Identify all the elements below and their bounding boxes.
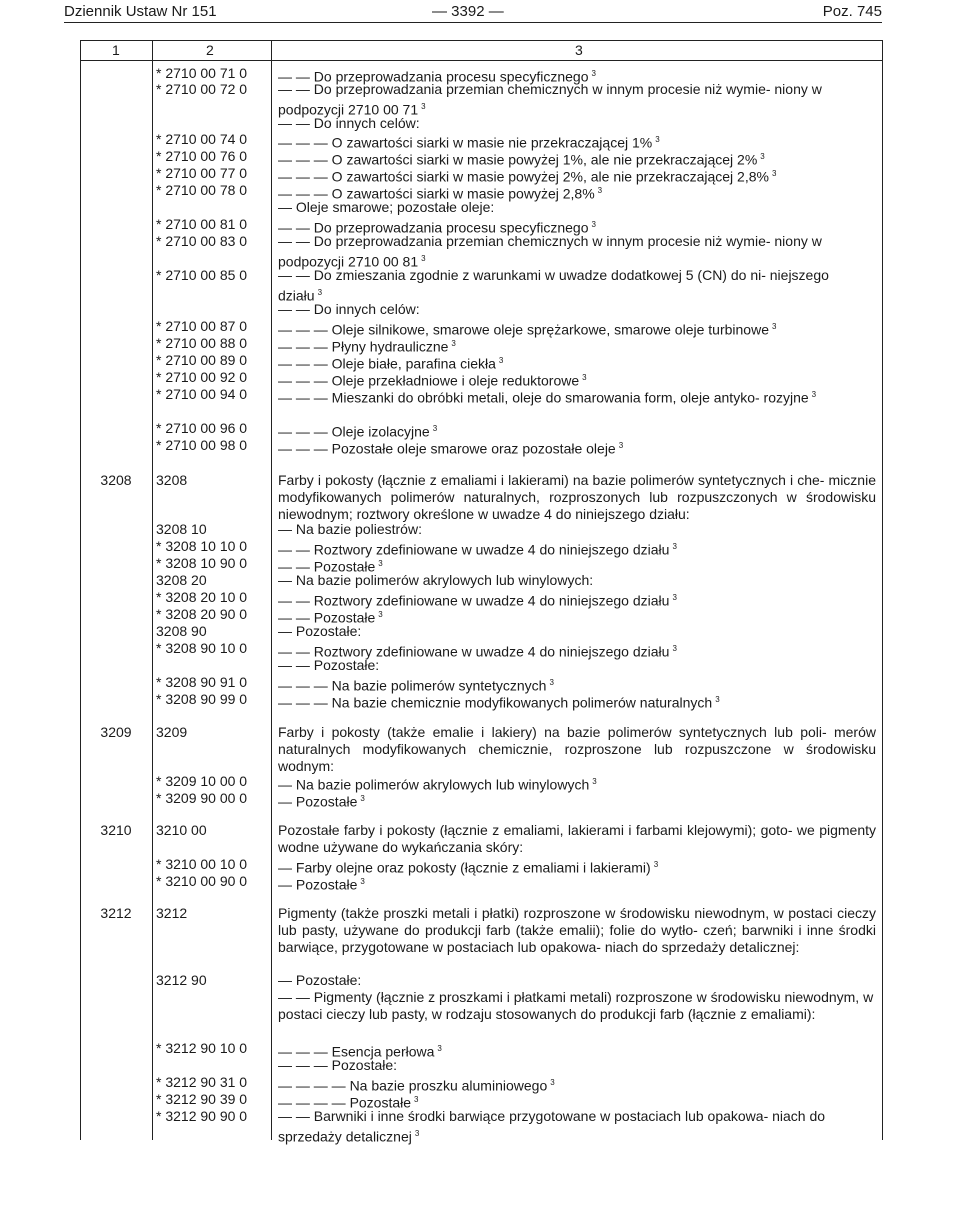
cn-code: * 3212 90 10 0 [156, 1040, 248, 1056]
cn-code: 3212 90 [156, 972, 207, 988]
cn-code: * 2710 00 78 0 [156, 182, 248, 198]
description [278, 199, 876, 216]
footnote-marker: 3 [432, 424, 438, 433]
description [278, 1108, 876, 1146]
footnote-marker: 3 [414, 1129, 420, 1138]
description-text: Do zmieszania zgodnie z warunkami w uwadze dodatkowej 5 (CN) do ni- niejszego działu [278, 267, 829, 304]
footnote-marker: 3 [771, 169, 777, 178]
footnote-marker: 3 [378, 559, 383, 568]
description [278, 989, 876, 1023]
indent-dashes: — — [278, 989, 314, 1005]
description-text: Pozostałe: [313, 657, 380, 673]
description-text: Esencja perłowa [331, 1043, 435, 1060]
description [278, 905, 876, 956]
cn-code: * 3208 90 99 0 [156, 691, 248, 707]
description-text: Pozostałe: [331, 1057, 398, 1073]
description [278, 623, 876, 640]
indent-dashes: — — — [278, 423, 332, 440]
col-border-right [882, 40, 883, 1140]
footnote-marker: 3 [498, 356, 504, 365]
heading-code: 3212 [100, 905, 132, 921]
description [278, 724, 876, 775]
cn-code: * 3209 90 00 0 [156, 790, 248, 806]
description [278, 1057, 876, 1074]
description [278, 972, 876, 989]
footnote-marker: 3 [811, 390, 817, 399]
col-header-3: 3 [575, 42, 583, 58]
indent-dashes: — — — [278, 1043, 332, 1060]
description-text: O zawartości siarki w masie powyżej 2%, ale nie przekraczającej 2,8% [331, 168, 769, 185]
footnote-marker: 3 [421, 102, 426, 111]
footnote-marker: 3 [591, 220, 596, 229]
description-text: Pozostałe: [295, 623, 362, 639]
description-text: Roztwory zdefiniowane w uwadze 4 do niniejszego działu [313, 592, 670, 609]
indent-dashes: — — — — [278, 1094, 350, 1111]
description-text: Oleje białe, parafina ciekła [331, 355, 496, 372]
indent-dashes: — [278, 776, 296, 793]
description-text: Roztwory zdefiniowane w uwadze 4 do niniejszego działu [313, 541, 670, 558]
cn-code: * 3212 90 31 0 [156, 1074, 248, 1090]
header-rule [64, 22, 882, 23]
indent-dashes: — — — [278, 338, 332, 355]
indent-dashes: — [278, 876, 296, 893]
indent-dashes: — — — [278, 372, 332, 389]
description-text: Mieszanki do obróbki metali, oleje do smarowania form, oleje antyko- rozyjne [331, 389, 809, 406]
description-text: Oleje przekładniowe i oleje reduktorowe [331, 372, 580, 389]
indent-dashes: — — [278, 609, 314, 626]
cn-code: * 3208 10 10 0 [156, 538, 248, 554]
cn-code: * 2710 00 98 0 [156, 437, 248, 453]
indent-dashes: — — [278, 219, 314, 236]
footnote-marker: 3 [771, 322, 777, 331]
footnote-marker: 3 [451, 339, 456, 348]
cn-code: * 2710 00 72 0 [156, 81, 248, 97]
description-text: Na bazie poliestrów: [295, 521, 422, 537]
indent-dashes: — — [278, 233, 314, 249]
description-text: Farby i pokosty (także emalie i lakiery) na bazie polimerów syntetycznych lub poli- merów naturalnych modyfikowanych chemicznie, rozproszone lub rozpuszczone w środowisku wodnym: [278, 724, 876, 774]
cn-code: * 3209 10 00 0 [156, 773, 248, 789]
heading-code: 3209 [100, 724, 132, 740]
cn-code: * 3212 90 39 0 [156, 1091, 248, 1107]
description [278, 233, 876, 271]
indent-dashes: — — — [278, 677, 332, 694]
indent-dashes: — — — [278, 1057, 332, 1073]
description-text: Pozostałe [295, 793, 358, 810]
col-header-1: 1 [112, 42, 120, 58]
cn-code: * 3208 90 10 0 [156, 640, 248, 656]
description-text: Płyny hydrauliczne [331, 338, 449, 355]
description-text: Pozostałe farby i pokosty (łącznie z emaliami, lakierami i farbami klejowymi); goto- we pigmenty wodne używane do wykańczania skóry: [278, 822, 876, 855]
indent-dashes: — — — [278, 694, 332, 711]
description [278, 657, 876, 674]
indent-dashes: — — [278, 81, 314, 97]
description-text: Farby i pokosty (łącznie z emaliami i lakierami) na bazie polimerów syntetycznych i che- micznie modyfikowanych polimerów naturalnych, rozproszonych lub rozpuszczonych w środowisku niewodnym; roztwory określone w uwadze 4 do niniejszego działu: [278, 472, 876, 522]
footnote-marker: 3 [715, 695, 720, 704]
header-bottom-rule [80, 60, 882, 61]
cn-code: * 3208 90 91 0 [156, 674, 248, 690]
description-text: Barwniki i inne środki barwiące przygotowane w postaciach lub opakowa- niach do sprzedaży detalicznej [278, 1108, 826, 1145]
cn-code: * 2710 00 89 0 [156, 352, 248, 368]
description-text: O zawartości siarki w masie powyżej 1%, ale nie przekraczającej 2% [331, 151, 758, 168]
description [278, 81, 876, 119]
indent-dashes: — — — [278, 134, 332, 151]
indent-dashes: — — — [278, 168, 332, 185]
description [278, 301, 876, 318]
indent-dashes: — — — [278, 389, 332, 406]
footnote-marker: 3 [437, 1044, 442, 1053]
description-text: Oleje smarowe; pozostałe oleje: [295, 199, 495, 215]
footnote-marker: 3 [582, 373, 587, 382]
journal-title: Dziennik Ustaw Nr 151 [64, 3, 217, 20]
indent-dashes: — [278, 572, 296, 588]
footnote-marker: 3 [618, 441, 624, 450]
description [278, 790, 876, 811]
indent-dashes: — [278, 623, 296, 639]
cn-code: 3210 00 [156, 822, 207, 838]
indent-dashes: — [278, 521, 296, 537]
description [278, 115, 876, 132]
description-text: Roztwory zdefiniowane w uwadze 4 do niniejszego działu [313, 643, 670, 660]
indent-dashes: — — — [278, 440, 332, 457]
footnote-marker: 3 [378, 610, 383, 619]
description-text: Oleje izolacyjne [331, 423, 430, 440]
cn-code: * 3208 20 10 0 [156, 589, 248, 605]
description-text: Pozostałe [295, 876, 358, 893]
cn-code: * 2710 00 88 0 [156, 335, 248, 351]
description-text: Na bazie polimerów syntetycznych [331, 677, 547, 694]
cn-code: * 2710 00 96 0 [156, 420, 248, 436]
description [278, 691, 876, 712]
description [278, 472, 876, 523]
cn-code: * 3208 20 90 0 [156, 606, 248, 622]
description-text: Do przeprowadzania przemian chemicznych w innym procesie niż wymie- niony w podpozycji 2710 00 81 [278, 233, 822, 270]
heading-code: 3210 [100, 822, 132, 838]
description-text: Pozostałe [313, 609, 376, 626]
indent-dashes: — — [278, 558, 314, 575]
description-text: Do przeprowadzania procesu specyficznego [313, 68, 589, 85]
footnote-marker: 3 [672, 593, 677, 602]
indent-dashes: — [278, 199, 296, 215]
cn-code: 3208 20 [156, 572, 207, 588]
description [278, 822, 876, 856]
footnote-marker: 3 [597, 186, 603, 195]
indent-dashes: — [278, 859, 296, 876]
indent-dashes: — — [278, 68, 314, 85]
description-text: Oleje silnikowe, smarowe oleje sprężarkowe, smarowe oleje turbinowe [331, 321, 769, 338]
footnote-marker: 3 [550, 1078, 555, 1087]
cn-code: * 3212 90 90 0 [156, 1108, 248, 1124]
cn-code: * 2710 00 77 0 [156, 165, 248, 181]
description-text: Do przeprowadzania procesu specyficznego [313, 219, 589, 236]
description [278, 267, 876, 305]
indent-dashes: — [278, 972, 296, 988]
footnote-marker: 3 [653, 860, 659, 869]
footnote-marker: 3 [672, 644, 677, 653]
footnote-marker: 3 [360, 877, 365, 886]
indent-dashes: — — — [278, 185, 332, 202]
indent-dashes: — — [278, 115, 314, 131]
description-text: Na bazie proszku aluminiowego [349, 1077, 548, 1094]
description [278, 572, 876, 589]
description-text: Do innych celów: [313, 115, 420, 131]
indent-dashes: — — [278, 541, 314, 558]
description-text: Na bazie chemicznie modyfikowanych polimerów naturalnych [331, 694, 713, 711]
footnote-marker: 3 [421, 254, 426, 263]
indent-dashes: — — [278, 592, 314, 609]
cn-code: * 3210 00 90 0 [156, 873, 248, 889]
description-text: Pozostałe [349, 1094, 412, 1111]
indent-dashes: — — [278, 643, 314, 660]
description-text: Pozostałe oleje smarowe oraz pozostałe oleje [331, 440, 616, 457]
footnote-marker: 3 [317, 288, 323, 297]
description-text: Na bazie polimerów akrylowych lub winylowych: [295, 572, 594, 588]
footnote-marker: 3 [655, 135, 660, 144]
description-text: Do przeprowadzania przemian chemicznych w innym procesie niż wymie- niony w podpozycji 2710 00 71 [278, 81, 822, 118]
cn-code: 3212 [156, 905, 188, 921]
cn-code: * 3210 00 10 0 [156, 856, 248, 872]
indent-dashes: — — — — [278, 1077, 350, 1094]
description-text: Pigmenty (łącznie z proszkami i płatkami metali) rozproszone w środowisku niewodnym, w postaci cieczy lub pasty, w rodzaju stosowanych do produkcji farb (łącznie z emaliami): [278, 989, 874, 1022]
heading-code: 3208 [100, 472, 132, 488]
cn-code: 3208 [156, 472, 188, 488]
footnote-marker: 3 [760, 152, 765, 161]
cn-code: 3208 10 [156, 521, 207, 537]
indent-dashes: — — — [278, 355, 332, 372]
cn-code: * 2710 00 87 0 [156, 318, 248, 334]
cn-code: * 2710 00 71 0 [156, 65, 248, 81]
page-header [64, 0, 882, 22]
description-text: Pozostałe: [295, 972, 362, 988]
description [278, 386, 876, 407]
cn-code: * 2710 00 92 0 [156, 369, 248, 385]
footnote-marker: 3 [591, 69, 596, 78]
col-header-2: 2 [206, 42, 214, 58]
cn-code: * 2710 00 94 0 [156, 386, 248, 402]
footnote-marker: 3 [414, 1095, 419, 1104]
cn-code: * 3208 10 90 0 [156, 555, 248, 571]
description [278, 873, 876, 894]
col-border-left [80, 40, 81, 1140]
footnote-marker: 3 [549, 678, 554, 687]
footnote-marker: 3 [592, 777, 597, 786]
description-text: Do innych celów: [313, 301, 420, 317]
description-text: Na bazie polimerów akrylowych lub winylowych [295, 776, 590, 793]
cn-code: * 2710 00 85 0 [156, 267, 248, 283]
indent-dashes: — — [278, 267, 314, 283]
description-text: O zawartości siarki w masie powyżej 2,8% [331, 185, 595, 202]
cn-code: 3209 [156, 724, 188, 740]
cn-code: * 2710 00 76 0 [156, 148, 248, 164]
indent-dashes: — — [278, 301, 314, 317]
description [278, 437, 876, 458]
description-text: Pozostałe [313, 558, 376, 575]
indent-dashes: — — — [278, 151, 332, 168]
indent-dashes: — — — [278, 321, 332, 338]
cn-code: 3208 90 [156, 623, 207, 639]
description-text: Pigmenty (także proszki metali i płatki) rozproszone w środowisku niewodnym, w postaci cieczy lub pasty, używane do produkcji farb (także emalii); folie do wytło- czeń; barwniki i inne środki barwiące, przygotowane w postaciach lub opakowa- niach do sprzedaży detalicznej: [278, 905, 876, 955]
description [278, 521, 876, 538]
indent-dashes: — — [278, 657, 314, 673]
cn-code: * 2710 00 83 0 [156, 233, 248, 249]
cn-code: * 2710 00 81 0 [156, 216, 248, 232]
indent-dashes: — — [278, 1108, 314, 1124]
indent-dashes: — [278, 793, 296, 810]
description-text: O zawartości siarki w masie nie przekraczającej 1% [331, 134, 653, 151]
table-top-rule [80, 40, 882, 41]
cn-code: * 2710 00 74 0 [156, 131, 248, 147]
description-text: Farby olejne oraz pokosty (łącznie z emaliami i lakierami) [295, 859, 651, 876]
col-border-1 [152, 40, 153, 1140]
footnote-marker: 3 [360, 794, 365, 803]
position-number: Poz. 745 [822, 3, 882, 20]
page-number: — 3392 — [432, 3, 504, 20]
footnote-marker: 3 [672, 542, 677, 551]
